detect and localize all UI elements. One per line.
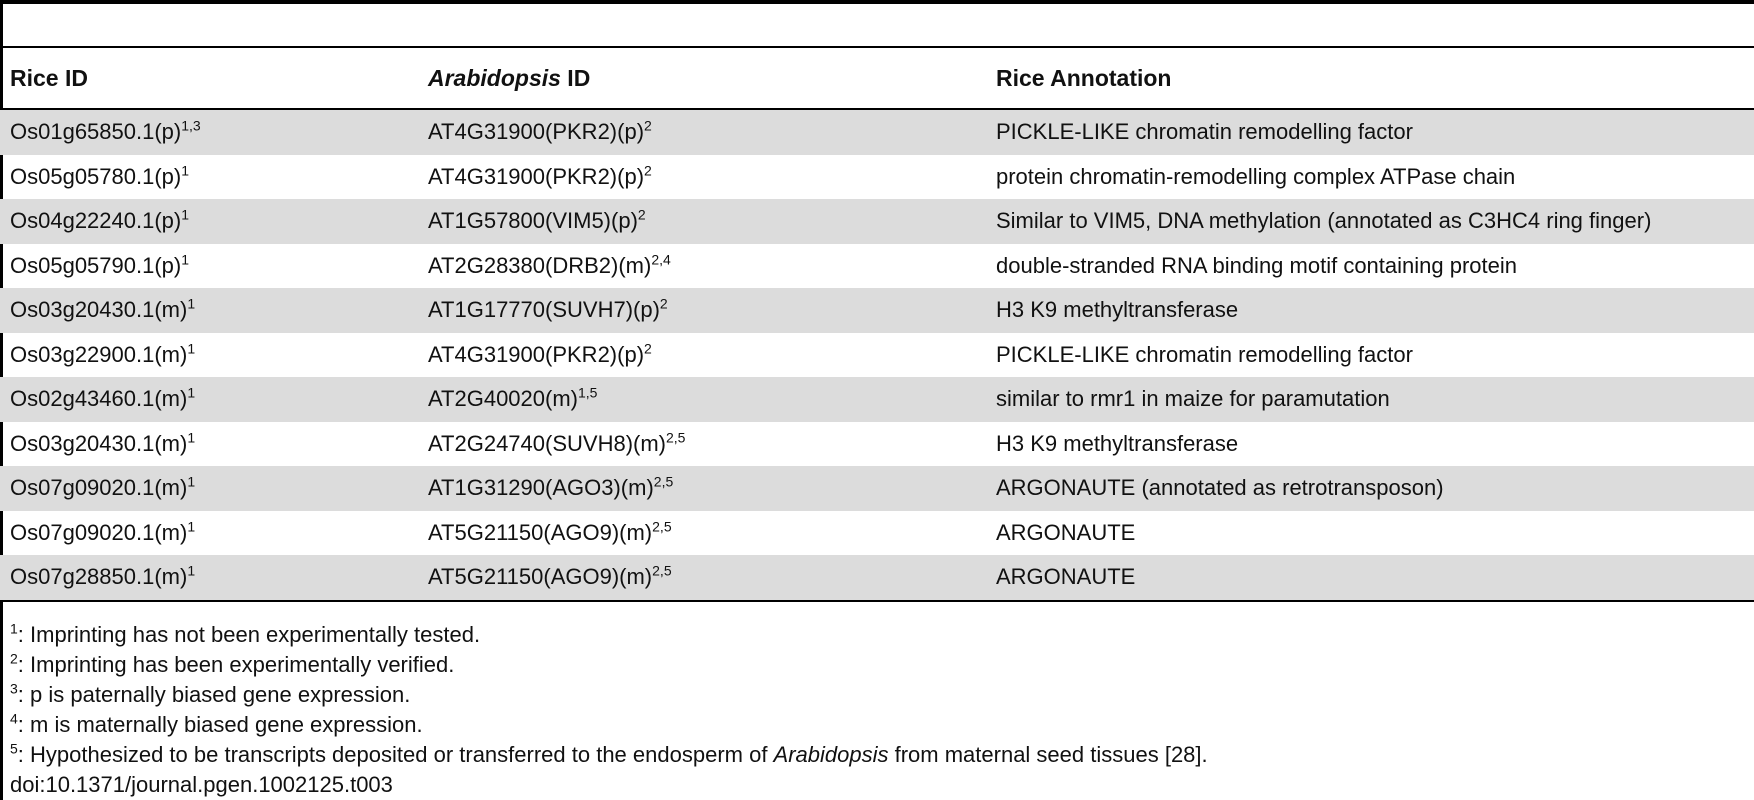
footnote-line: $^5$: Hypothesized to be transcripts deposited or transferred to the endosperm of Arabidopsis from maternal seed tissues [28]. <box>10 740 1208 767</box>
cell-annotation: PICKLE-LIKE chromatin remodelling factor <box>986 109 1754 155</box>
header-rice-id: Rice ID <box>10 64 88 91</box>
cell-arabidopsis-id: $AT2G40020(m)^{1,5}$ <box>418 377 986 422</box>
table-row <box>0 511 1754 556</box>
cell-arabidopsis-id: $AT2G28380(DRB2)(m)^{2,4}$ <box>428 251 671 278</box>
cell-rice-id: $Os01g65850.1(p)^{1,3}$ <box>0 109 418 155</box>
footnote-marker: 2 <box>644 340 652 357</box>
cell-arabidopsis-id: $AT5G21150(AGO9)(m)^{2,5}$ <box>418 555 986 601</box>
table-row <box>0 199 1754 244</box>
cell-arabidopsis-id: $AT5G21150(AGO9)(m)^{2,5}$ <box>428 518 672 545</box>
footnote-marker: 1 <box>181 251 190 268</box>
cell-rice-id: $Os03g20430.1(m)^1$ <box>10 429 196 456</box>
footnote-marker: 1 <box>187 473 196 490</box>
cell-rice-id: $Os05g05790.1(p)^1$ <box>10 251 190 278</box>
table-row <box>0 377 1754 422</box>
cell-rice-id: $Os05g05780.1(p)^1$ <box>10 162 190 189</box>
table-header-row <box>0 47 1754 109</box>
cell-annotation: H3 K9 methyltransferase <box>986 288 1754 333</box>
table-row <box>0 466 1754 511</box>
footnote-number: 3 <box>10 680 18 697</box>
footnote-line: $^1$: Imprinting has not been experimentally tested. <box>10 620 481 647</box>
footnote-marker: 1 <box>187 295 196 312</box>
table-row <box>0 288 1754 333</box>
cell-annotation: ARGONAUTE <box>986 555 1754 601</box>
doi-line: doi:10.1371/journal.pgen.1002125.t003 <box>10 772 393 797</box>
footnote-marker: 1 <box>187 518 196 535</box>
footnote-marker: 2 <box>659 295 668 312</box>
cell-rice-id: $Os04g22240.1(p)^1$ <box>0 199 418 244</box>
cell-rice-id: $Os07g28850.1(m)^1$ <box>0 555 418 601</box>
cell-annotation: ARGONAUTE (annotated as retrotransposon) <box>986 466 1754 511</box>
footnote-marker: 1,3 <box>181 117 201 134</box>
header-arabidopsis-id: Arabidopsis ID <box>428 64 591 91</box>
table-row <box>0 555 1754 601</box>
footnote-number: 5 <box>10 740 18 757</box>
footnote-marker: 1 <box>187 340 196 357</box>
footnote-line: $^3$: p is paternally biased gene expression. <box>10 680 411 707</box>
footnote-marker: 2,5 <box>666 429 686 446</box>
cell-arabidopsis-id: $AT4G31900(PKR2)(p)^2$ <box>428 340 652 367</box>
cell-rice-id: $Os02g43460.1(m)^1$ <box>0 377 418 422</box>
footnote-marker: 2,5 <box>652 518 672 535</box>
footnote-marker: 2,5 <box>653 473 674 490</box>
cell-arabidopsis-id: $AT2G24740(SUVH8)(m)^{2,5}$ <box>428 429 686 456</box>
footnote-marker: 1 <box>187 384 196 401</box>
table-row <box>0 244 1754 289</box>
table-row <box>0 422 1754 467</box>
footnote-number: 2 <box>10 650 18 667</box>
footnote-marker: 1,5 <box>577 384 598 401</box>
footnote-marker: 2,5 <box>652 562 672 579</box>
footnote-number: 4 <box>10 710 18 727</box>
footnote-marker: 1 <box>187 429 196 446</box>
cell-annotation: similar to rmr1 in maize for paramutation <box>986 377 1754 422</box>
footnote-marker: 2 <box>637 206 646 223</box>
cell-annotation: ARGONAUTE <box>996 519 1136 545</box>
table-body <box>0 109 1754 601</box>
table-row <box>0 155 1754 200</box>
cell-rice-id: $Os03g20430.1(m)^1$ <box>0 288 418 333</box>
top-border <box>0 0 1754 4</box>
cell-arabidopsis-id: $AT1G17770(SUVH7)(p)^2$ <box>418 288 986 333</box>
footnote-marker: 2 <box>644 117 652 134</box>
cell-annotation: Similar to VIM5, DNA methylation (annotated as C3HC4 ring finger) <box>986 199 1754 244</box>
cell-annotation: protein chromatin-remodelling complex ATPase chain <box>996 163 1516 189</box>
cell-arabidopsis-id: $AT1G57800(VIM5)(p)^2$ <box>418 199 986 244</box>
footnote-line: $^4$: m is maternally biased gene expression. <box>10 710 423 737</box>
footnote-marker: 1 <box>181 162 190 179</box>
footnote-marker: 2 <box>644 162 652 179</box>
cell-rice-id: $Os03g22900.1(m)^1$ <box>10 340 196 367</box>
cell-annotation: PICKLE-LIKE chromatin remodelling factor <box>996 341 1413 367</box>
footnote-marker: 2,4 <box>651 251 671 268</box>
table-container <box>0 46 1754 602</box>
table-row <box>0 333 1754 378</box>
footnote-line: $^2$: Imprinting has been experimentally verified. <box>10 650 455 677</box>
cell-rice-id: $Os07g09020.1(m)^1$ <box>10 518 196 545</box>
cell-rice-id: $Os07g09020.1(m)^1$ <box>0 466 418 511</box>
cell-arabidopsis-id: $AT4G31900(PKR2)(p)^2$ <box>428 162 652 189</box>
footnotes <box>10 620 1208 800</box>
cell-annotation: double-stranded RNA binding motif containing protein <box>996 252 1517 278</box>
footnote-number: 1 <box>10 620 18 637</box>
cell-annotation: H3 K9 methyltransferase <box>996 430 1239 456</box>
footnote-marker: 1 <box>181 206 190 223</box>
header-rice-annotation: Rice Annotation <box>996 64 1172 91</box>
footnote-marker: 1 <box>187 562 196 579</box>
cell-arabidopsis-id: $AT4G31900(PKR2)(p)^2$ <box>418 109 986 155</box>
cell-arabidopsis-id: $AT1G31290(AGO3)(m)^{2,5}$ <box>418 466 986 511</box>
gene-table <box>0 46 1754 602</box>
table-row <box>0 109 1754 155</box>
